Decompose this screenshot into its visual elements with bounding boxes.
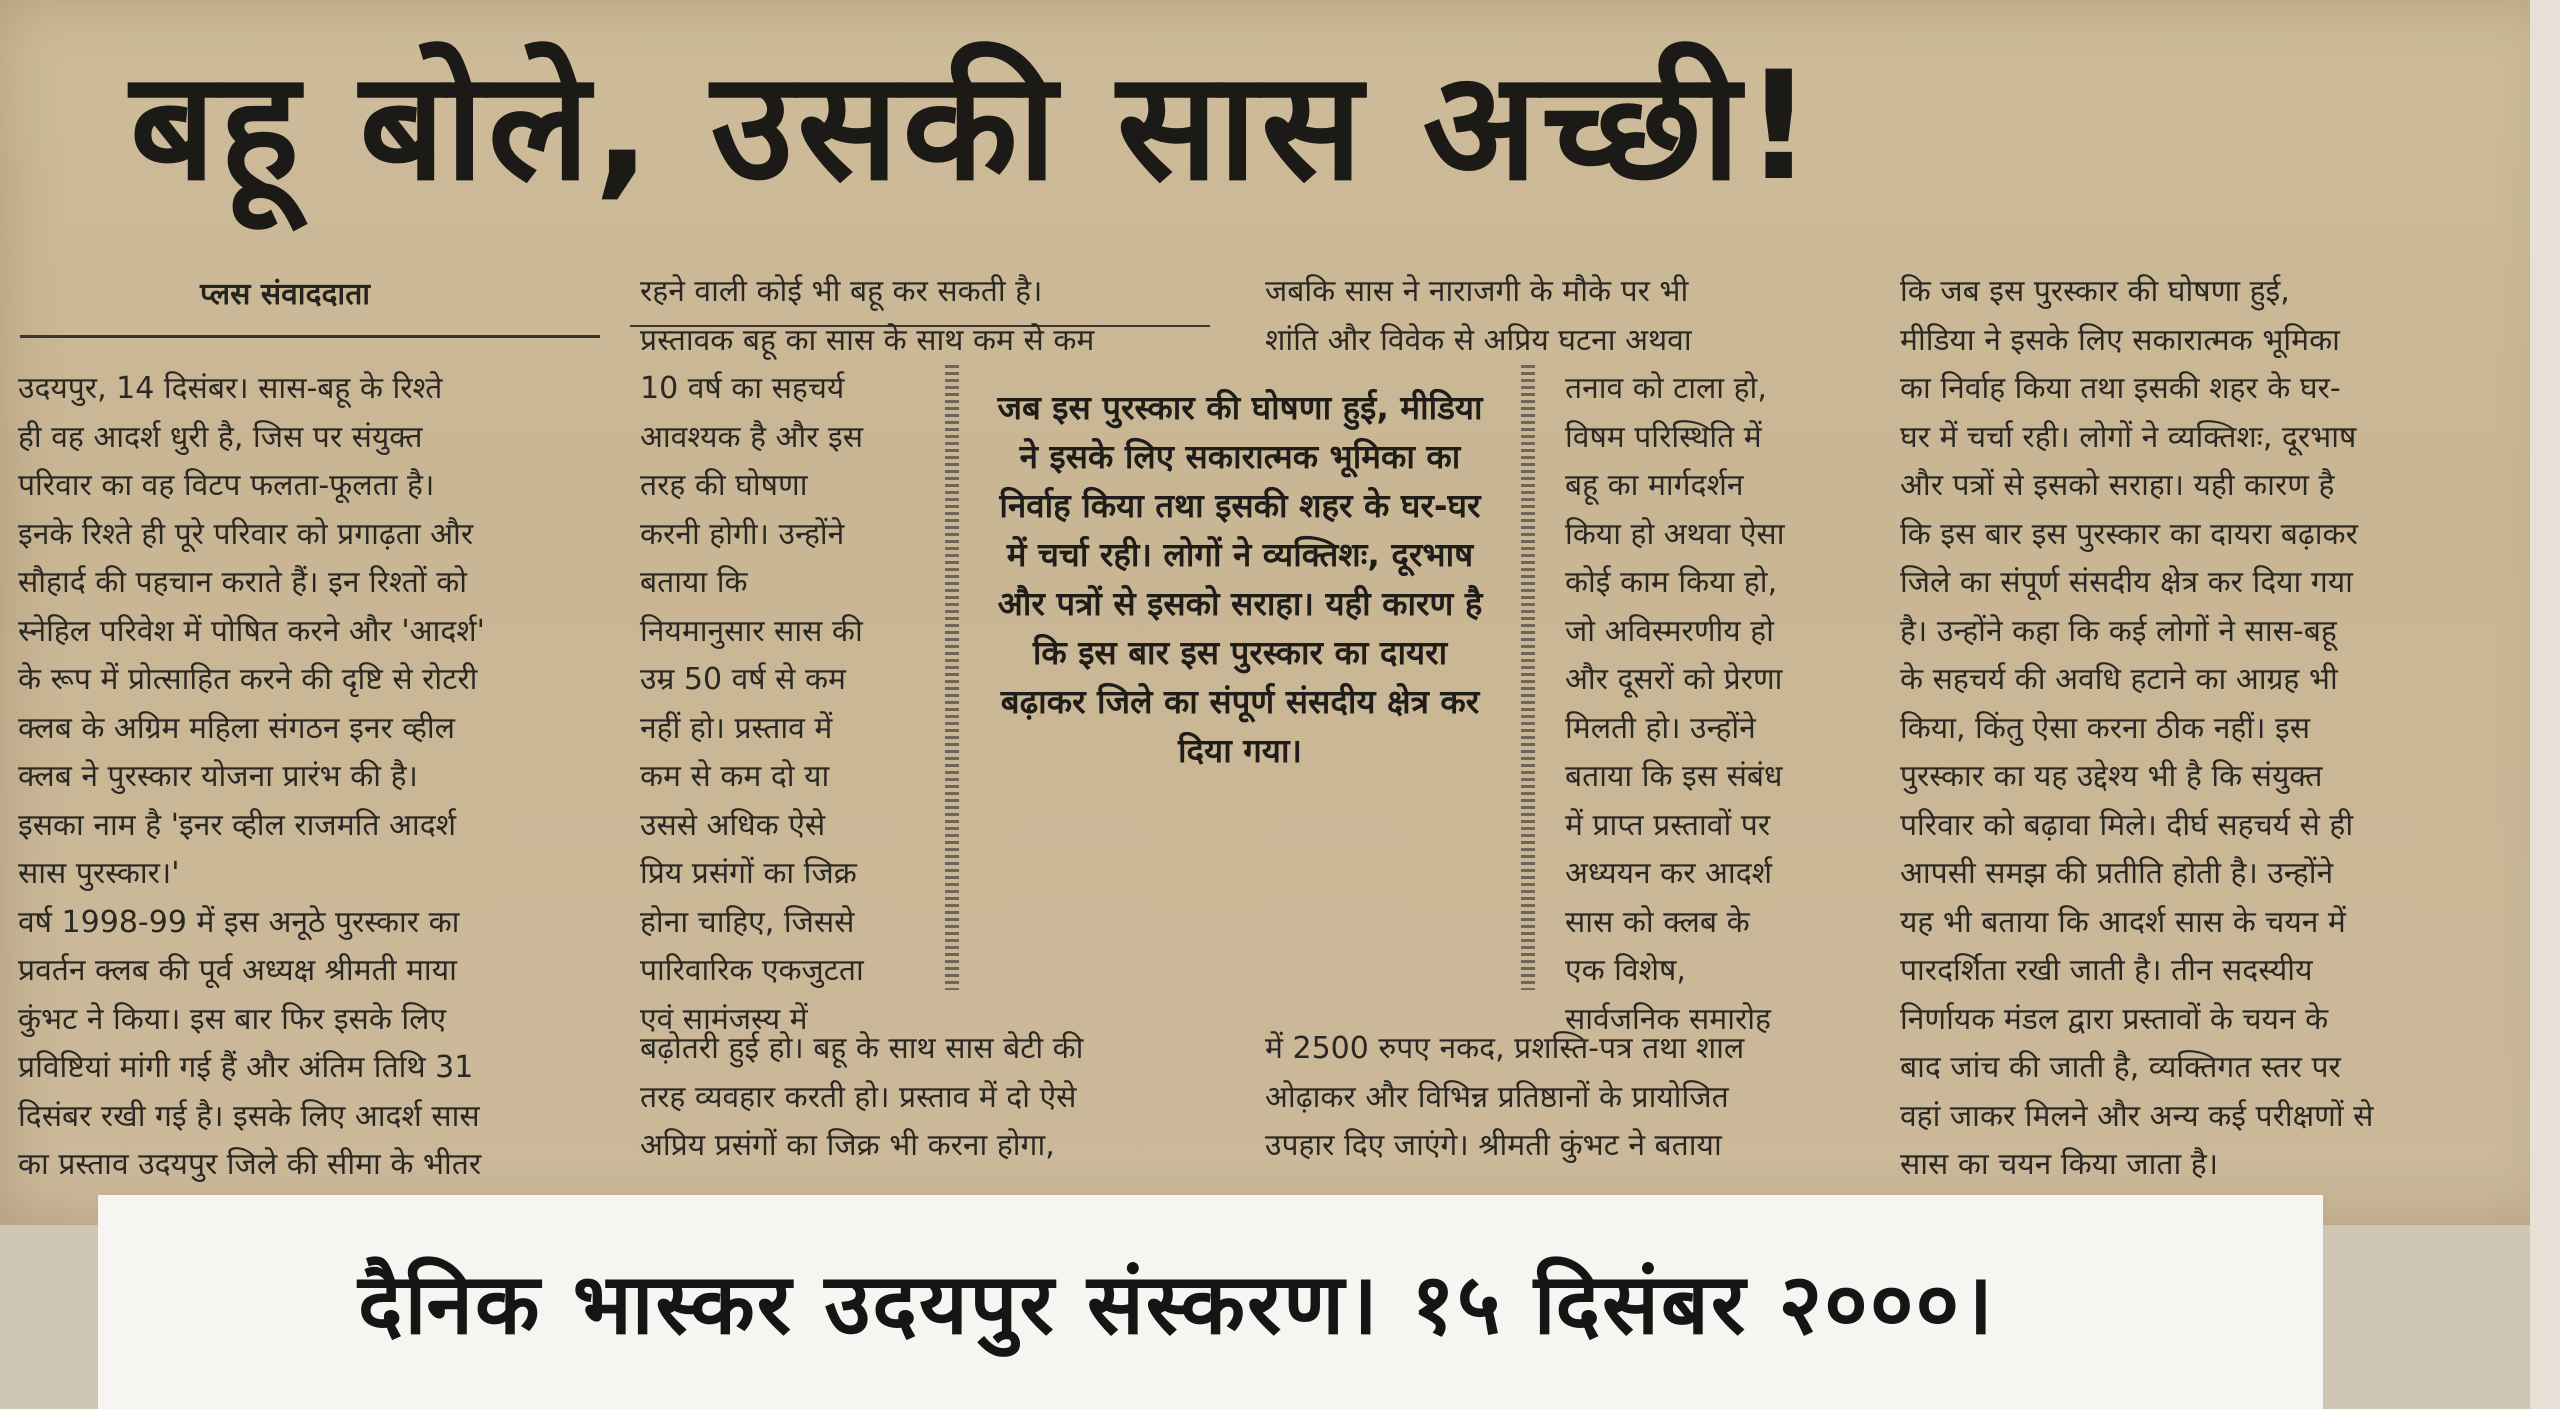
text-line: कि इस बार इस पुरस्कार का दायरा बढ़ाकर	[1900, 516, 2358, 552]
text-line: बताया कि	[640, 565, 748, 600]
text-line: में 2500 रुपए नकद, प्रशस्ति-पत्र तथा शाल	[1265, 1031, 1745, 1066]
text-line: है। उन्होंने कहा कि कई लोगों ने सास-बहू	[1900, 613, 2337, 649]
text-line: और दूसरों को प्रेरणा	[1565, 662, 1783, 697]
text-line: होना चाहिए, जिससे	[640, 904, 855, 940]
text-line: बहू का मार्गदर्शन	[1565, 468, 1744, 503]
article-column-4	[1900, 268, 2540, 1190]
text-line: तरह की घोषणा	[640, 468, 808, 503]
text-line: कम से कम दो या	[640, 759, 830, 794]
text-line: प्रिय प्रसंगों का जिक्र	[640, 856, 857, 891]
pull-quote-box	[945, 365, 1535, 990]
text-line: करनी होगी। उन्होंने	[640, 516, 845, 552]
article-column-2-narrow	[640, 365, 940, 1044]
pull-quote-border-right	[1521, 365, 1535, 990]
text-line: सास का चयन किया जाता है।	[1900, 1147, 2219, 1182]
text-line: एवं सामंजस्य में	[640, 1001, 808, 1037]
text-line: के रूप में प्रोत्साहित करने की दृष्टि से रोटरी	[18, 662, 478, 697]
text-line: घर में चर्चा रही। लोगों ने व्यक्तिशः, दूरभाष	[1900, 419, 2357, 455]
text-line: अप्रिय प्रसंगों का जिक्र भी करना होगा,	[640, 1128, 1055, 1163]
article-column-3-top	[1265, 268, 1865, 365]
text-line: अध्ययन कर आदर्श	[1565, 856, 1773, 891]
text-line: शांति और विवेक से अप्रिय घटना अथवा	[1265, 322, 1692, 358]
text-line: का प्रस्ताव उदयपुर जिले की सीमा के भीतर	[18, 1147, 482, 1182]
text-line: प्रस्तावक बहू का सास के साथ कम से कम	[640, 322, 1095, 358]
text-line: किया, किंतु ऐसा करना ठीक नहीं। इस	[1900, 710, 2310, 746]
text-line: पारिवारिक एकजुटता	[640, 953, 864, 988]
text-line: स्नेहिल परिवेश में पोषित करने और 'आदर्श'	[18, 613, 485, 649]
text-line: का निर्वाह किया तथा इसकी शहर के घर-	[1900, 371, 2341, 406]
text-line: मीडिया ने इसके लिए सकारात्मक भूमिका	[1900, 322, 2340, 358]
text-line: सास पुरस्कार।'	[18, 856, 180, 891]
byline: प्लस संवाददाता	[200, 277, 371, 312]
text-line: आपसी समझ की प्रतीति होती है। उन्होंने	[1900, 856, 2334, 891]
headline: बहू बोले, उसकी सास अच्छी!	[130, 40, 1817, 214]
text-line: वर्ष 1998-99 में इस अनूठे पुरस्कार का	[18, 904, 460, 940]
article-column-3-bottom	[1265, 1025, 1865, 1171]
text-line: तरह व्यवहार करती हो। प्रस्ताव में दो ऐसे	[640, 1079, 1077, 1115]
text-line: ही वह आदर्श धुरी है, जिस पर संयुक्त	[18, 419, 423, 455]
text-line: वहां जाकर मिलने और अन्य कई परीक्षणों से	[1900, 1098, 2374, 1134]
text-line: उम्र 50 वर्ष से कम	[640, 662, 846, 697]
text-line: उससे अधिक ऐसे	[640, 807, 826, 843]
text-line: रहने वाली कोई भी बहू कर सकती है।	[640, 274, 1043, 309]
text-line: सास को क्लब के	[1565, 904, 1750, 940]
text-line: ओढ़ाकर और विभिन्न प्रतिष्ठानों के प्रायोजित	[1265, 1079, 1729, 1115]
text-line: कुंभट ने किया। इस बार फिर इसके लिए	[18, 1001, 447, 1037]
text-line: मिलती हो। उन्होंने	[1565, 710, 1756, 746]
caption-text: दैनिक भास्कर उदयपुर संस्करण। १५ दिसंबर २०००।	[358, 1255, 1996, 1353]
text-line: बताया कि इस संबंध	[1565, 759, 1783, 794]
background-strip	[2530, 0, 2560, 1409]
text-line: पुरस्कार का यह उद्देश्य भी है कि संयुक्त	[1900, 759, 2323, 794]
text-line: किया हो अथवा ऐसा	[1565, 516, 1785, 552]
text-line: क्लब के अग्रिम महिला संगठन इनर व्हील	[18, 710, 455, 746]
article-column-3-narrow	[1565, 365, 1865, 1044]
text-line: तनाव को टाला हो,	[1565, 371, 1767, 406]
text-line: सौहार्द की पहचान कराते हैं। इन रिश्तों को	[18, 565, 468, 600]
article-column-1	[18, 365, 618, 1190]
text-line: यह भी बताया कि आदर्श सास के चयन में	[1900, 904, 2346, 940]
text-line: सार्वजनिक समारोह	[1565, 1001, 1771, 1037]
text-line: विषम परिस्थिति में	[1565, 419, 1762, 455]
text-line: इसका नाम है 'इनर व्हील राजमति आदर्श	[18, 807, 457, 843]
text-line: 10 वर्ष का सहचर्य	[640, 371, 845, 406]
text-line: नियमानुसार सास की	[640, 613, 863, 649]
pull-quote-text: जब इस पुरस्कार की घोषणा हुई, मीडिया ने इसके लिए सकारात्मक भूमिका का निर्वाह किया तथा इसकी शहर के घर-घर में चर्चा रही। लोगों ने व्यक्तिशः, दूरभाष और पत्रों से इसको सराहा। यही कारण है कि इस बार इस पुरस्कार का दायरा बढ़ाकर जिले का संपूर्ण संसदीय क्षेत्र कर दिया गया।	[997, 388, 1483, 770]
text-line: क्लब ने पुरस्कार योजना प्रारंभ की है।	[18, 759, 418, 794]
text-line: उदयपुर, 14 दिसंबर। सास-बहू के रिश्ते	[18, 371, 443, 406]
pull-quote-border-left	[945, 365, 959, 990]
text-line: एक विशेष,	[1565, 953, 1686, 988]
text-line: इनके रिश्ते ही पूरे परिवार को प्रगाढ़ता और	[18, 516, 474, 552]
text-line: उपहार दिए जाएंगे। श्रीमती कुंभट ने बताया	[1265, 1128, 1722, 1163]
text-line: जिले का संपूर्ण संसदीय क्षेत्र कर दिया गया	[1900, 565, 2353, 600]
text-line: पारदर्शिता रखी जाती है। तीन सदस्यीय	[1900, 953, 2313, 988]
text-line: और पत्रों से इसको सराहा। यही कारण है	[1900, 468, 2335, 503]
text-line: के सहचर्य की अवधि हटाने का आग्रह भी	[1900, 662, 2338, 697]
text-line: बढ़ोतरी हुई हो। बहू के साथ सास बेटी की	[640, 1031, 1084, 1066]
text-line: कोई काम किया हो,	[1565, 565, 1778, 600]
text-line: में प्राप्त प्रस्तावों पर	[1565, 807, 1771, 843]
text-line: परिवार का वह विटप फलता-फूलता है।	[18, 468, 435, 503]
article-column-2-bottom	[640, 1025, 1240, 1171]
text-line: नहीं हो। प्रस्ताव में	[640, 710, 833, 746]
text-line: बाद जांच की जाती है, व्यक्तिगत स्तर पर	[1900, 1050, 2341, 1085]
text-line: दिसंबर रखी गई है। इसके लिए आदर्श सास	[18, 1098, 480, 1134]
text-line: आवश्यक है और इस	[640, 419, 864, 455]
text-line: कि जब इस पुरस्कार की घोषणा हुई,	[1900, 274, 2290, 309]
text-line: जबकि सास ने नाराजगी के मौके पर भी	[1265, 274, 1689, 309]
text-line: प्रवर्तन क्लब की पूर्व अध्यक्ष श्रीमती माया	[18, 953, 457, 988]
text-line: निर्णायक मंडल द्वारा प्रस्तावों के चयन के	[1900, 1001, 2329, 1037]
text-line: प्रविष्टियां मांगी गई हैं और अंतिम तिथि 31	[18, 1050, 474, 1085]
article-column-2-top	[640, 268, 1240, 365]
byline-rule	[20, 335, 600, 338]
text-line: जो अविस्मरणीय हो	[1565, 613, 1774, 649]
text-line: परिवार को बढ़ावा मिले। दीर्घ सहचर्य से ही	[1900, 807, 2354, 843]
